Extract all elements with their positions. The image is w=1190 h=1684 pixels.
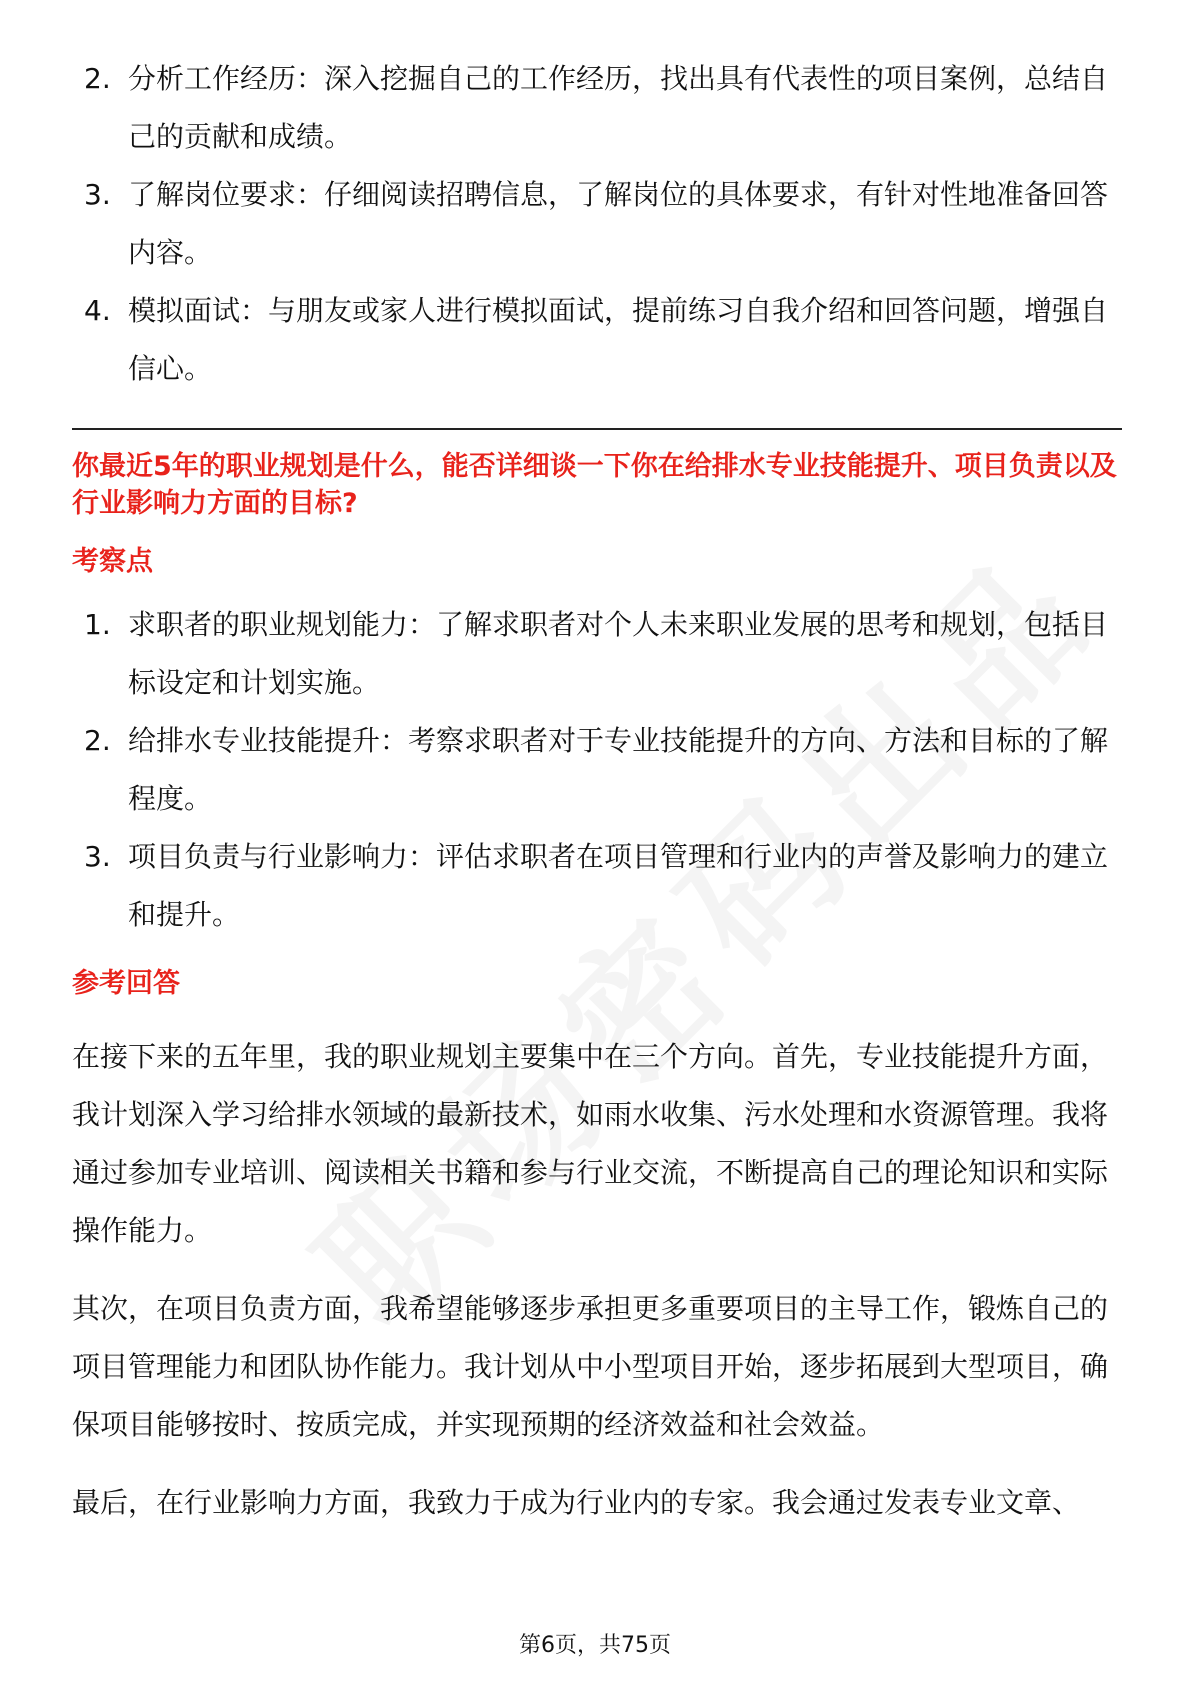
list-item-text: 分析工作经历：深入挖掘自己的工作经历，找出具有代表性的项目案例，总结自己的贡献和成绩。 bbox=[128, 62, 1109, 153]
answer-paragraph: 其次，在项目负责方面，我希望能够逐步承担更多重要项目的主导工作，锻炼自己的项目管理能力和团队协作能力。我计划从中小型项目开始，逐步拓展到大型项目，确保项目能够按时、按质完成，并实现预期的经济效益和社会效益。 bbox=[72, 1292, 1109, 1441]
list-item-text: 求职者的职业规划能力：了解求职者对个人未来职业发展的思考和规划，包括目标设定和计划实施。 bbox=[128, 608, 1109, 699]
list-number: 1. bbox=[84, 608, 111, 641]
focus-list bbox=[72, 596, 1122, 944]
list-item-text: 了解岗位要求：仔细阅读招聘信息，了解岗位的具体要求，有针对性地准备回答内容。 bbox=[128, 178, 1109, 269]
page-content bbox=[72, 50, 1122, 1532]
list-item bbox=[72, 712, 1122, 828]
answer-heading: 参考回答 bbox=[72, 968, 180, 999]
list-item bbox=[72, 166, 1122, 282]
list-item bbox=[72, 828, 1122, 944]
list-item-text: 项目负责与行业影响力：评估求职者在项目管理和行业内的声誉及影响力的建立和提升。 bbox=[128, 840, 1109, 931]
list-number: 4. bbox=[84, 294, 111, 327]
answer-paragraph: 最后，在行业影响力方面，我致力于成为行业内的专家。我会通过发表专业文章、 bbox=[72, 1486, 1081, 1519]
list-number: 3. bbox=[84, 178, 111, 211]
list-item bbox=[72, 50, 1122, 166]
list-number: 2. bbox=[84, 62, 111, 95]
list-number: 2. bbox=[84, 724, 111, 757]
list-number: 3. bbox=[84, 840, 111, 873]
focus-heading: 考察点 bbox=[72, 546, 153, 577]
list-item-text: 模拟面试：与朋友或家人进行模拟面试，提前练习自我介绍和回答问题，增强自信心。 bbox=[128, 294, 1109, 385]
list-item bbox=[72, 282, 1122, 398]
section-divider bbox=[72, 428, 1122, 430]
preparation-list bbox=[72, 50, 1122, 398]
list-item-text: 给排水专业技能提升：考察求职者对于专业技能提升的方向、方法和目标的了解程度。 bbox=[128, 724, 1109, 815]
interview-question: 你最近5年的职业规划是什么，能否详细谈一下你在给排水专业技能提升、项目负责以及行业影响力方面的目标? bbox=[72, 451, 1117, 519]
answer-paragraph: 在接下来的五年里，我的职业规划主要集中在三个方向。首先，专业技能提升方面，我计划深入学习给排水领域的最新技术，如雨水收集、污水处理和水资源管理。我将通过参加专业培训、阅读相关书籍和参与行业交流，不断提高自己的理论知识和实际操作能力。 bbox=[72, 1040, 1109, 1247]
list-item bbox=[72, 596, 1122, 712]
page-footer: 第6页，共75页 bbox=[519, 1633, 671, 1658]
